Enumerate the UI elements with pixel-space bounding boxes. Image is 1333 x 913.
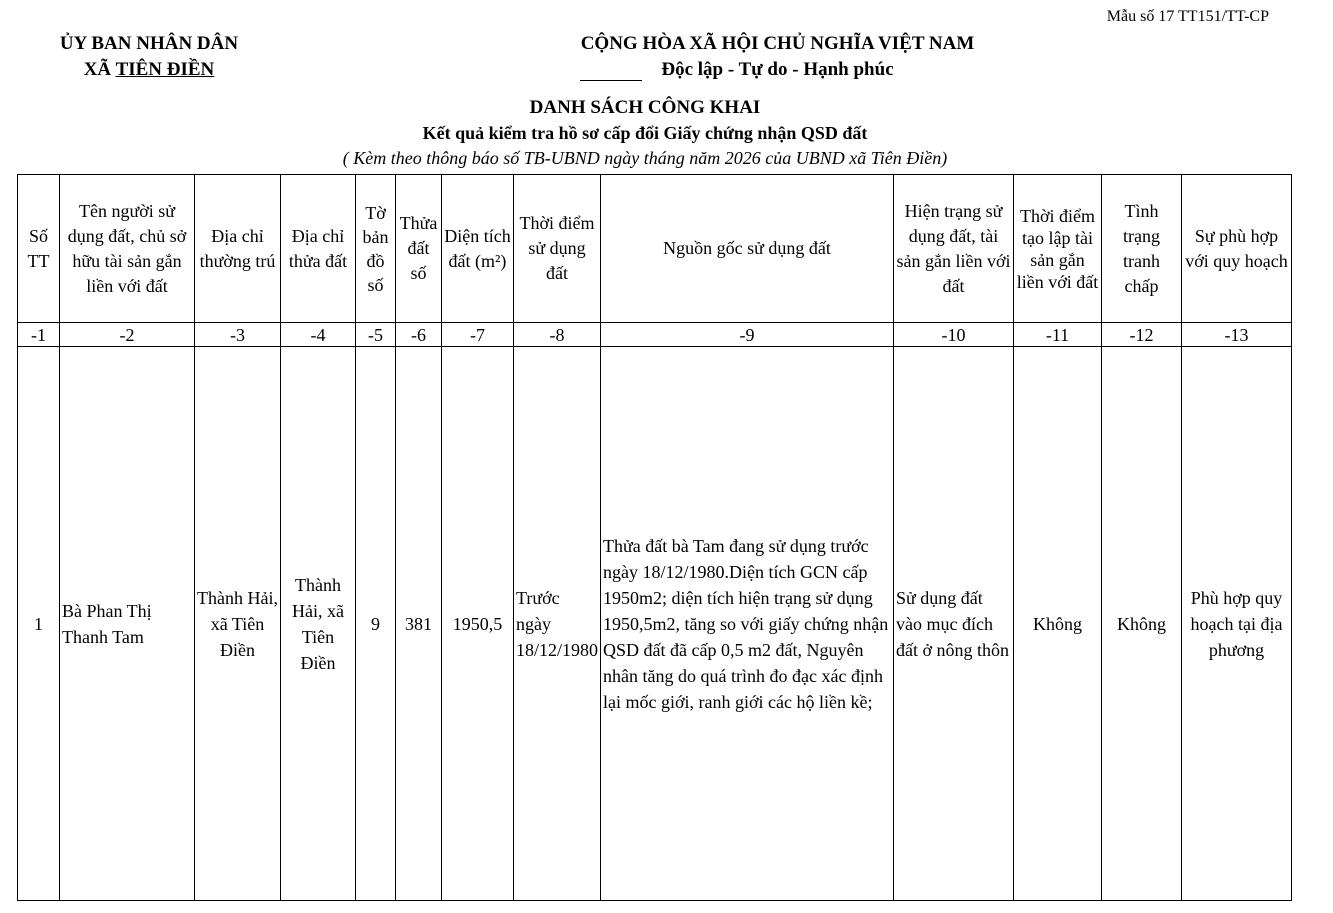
header-cell: Thời điểm tạo lập tài sản gắn liền với đất — [1014, 175, 1102, 323]
cell-map-sheet: 9 — [356, 347, 396, 901]
column-number: -3 — [195, 323, 281, 347]
column-number: -5 — [356, 323, 396, 347]
cell-parcel: 381 — [396, 347, 442, 901]
header-cell: Sự phù hợp với quy hoạch — [1182, 175, 1292, 323]
authority-prefix: XÃ — [83, 59, 116, 80]
cell-land-address: Thành Hải, xã Tiên Điền — [281, 347, 356, 901]
cell-use-time: Trước ngày 18/12/1980 — [514, 347, 601, 901]
header-cell: Hiện trạng sử dụng đất, tài sản gắn liền với đất — [894, 175, 1014, 323]
column-number: -7 — [442, 323, 514, 347]
cell-current-use: Sử dụng đất vào mục đích đất ở nông thôn — [894, 347, 1014, 901]
cell-origin: Thửa đất bà Tam đang sử dụng trước ngày 18/12/1980.Diện tích GCN cấp 1950m2; diện tích hiện trạng sử dụng 1950,5m2, tăng so với giấy chứng nhận QSD đất đã cấp 0,5 m2 đất, Nguyên nhân tăng do quá trình đo đạc xác định lại mốc giới, ranh giới các hộ liền kề; — [601, 347, 894, 901]
column-number: -11 — [1014, 323, 1102, 347]
form-code: Mẫu số 17 TT151/TT-CP — [1106, 8, 1269, 25]
header-cell: Thời điểm sử dụng đất — [514, 175, 601, 323]
header-cell: Tình trạng tranh chấp — [1102, 175, 1182, 323]
cell-dispute: Không — [1102, 347, 1182, 901]
cell-permanent-address: Thành Hải, xã Tiên Điền — [195, 347, 281, 901]
national-name: CỘNG HÒA XÃ HỘI CHỦ NGHĨA VIỆT NAM — [580, 33, 975, 54]
cell-planning: Phù hợp quy hoạch tại địa phương — [1182, 347, 1292, 901]
header-cell: Số TT — [18, 175, 60, 323]
header-row — [18, 175, 1292, 323]
cell-name: Bà Phan Thị Thanh Tam — [60, 347, 195, 901]
header-cell: Nguồn gốc sử dụng đất — [601, 175, 894, 323]
column-number: -9 — [601, 323, 894, 347]
cell-asset-time: Không — [1014, 347, 1102, 901]
authority-line2 — [18, 57, 280, 83]
header-cell: Diện tích đất (m²) — [442, 175, 514, 323]
results-table — [17, 174, 1292, 901]
table-row — [18, 347, 1292, 901]
national-header — [480, 31, 1075, 83]
header-cell: Tên người sử dụng đất, chủ sở hữu tài sản gắn liền với đất — [60, 175, 195, 323]
header-cell: Địa chỉ thường trú — [195, 175, 281, 323]
cell-area: 1950,5 — [442, 347, 514, 901]
authority-name: TIÊN ĐIỀN — [115, 59, 215, 80]
column-number: -6 — [396, 323, 442, 347]
cell-stt: 1 — [18, 347, 60, 901]
motto-underline — [580, 80, 642, 81]
document-title: DANH SÁCH CÔNG KHAI — [529, 97, 761, 118]
document-subtitle: Kết quả kiểm tra hồ sơ cấp đổi Giấy chứng nhận QSD đất — [422, 123, 868, 143]
column-number: -10 — [894, 323, 1014, 347]
header-cell: Tờ bản đồ số — [356, 175, 396, 323]
document-note: ( Kèm theo thông báo số TB-UBND ngày tháng năm 2026 của UBND xã Tiên Điền) — [342, 148, 948, 168]
column-number: -4 — [281, 323, 356, 347]
column-number-row — [18, 323, 1292, 347]
column-number: -13 — [1182, 323, 1292, 347]
header-cell: Thửa đất số — [396, 175, 442, 323]
column-number: -1 — [18, 323, 60, 347]
issuing-authority — [18, 31, 280, 83]
column-number: -2 — [60, 323, 195, 347]
header-cell: Địa chỉ thửa đất — [281, 175, 356, 323]
authority-line1: ỦY BAN NHÂN DÂN — [59, 33, 239, 54]
column-number: -12 — [1102, 323, 1182, 347]
national-motto: Độc lập - Tự do - Hạnh phúc — [661, 59, 894, 80]
column-number: -8 — [514, 323, 601, 347]
